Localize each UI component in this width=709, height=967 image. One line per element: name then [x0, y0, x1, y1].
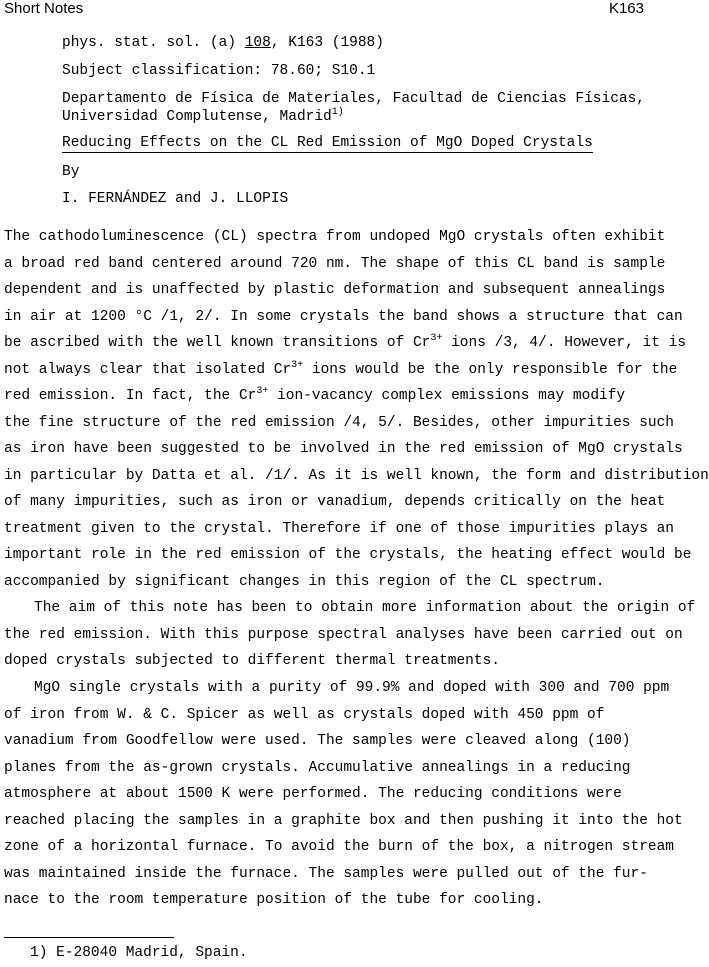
text-line: was maintained inside the furnace. The samples were pulled out of the fur- [4, 865, 648, 882]
text-line: as iron have been suggested to be involved in the red emission of MgO crystals [4, 441, 683, 457]
paragraph-1 [4, 224, 709, 595]
citation-volume: 108 [244, 35, 271, 51]
text-line: treatment given to the crystal. Therefore if one of those impurities plays an [4, 520, 675, 537]
text-line: zone of a horizontal furnace. To avoid the burn of the box, a nitrogen stream [4, 839, 675, 855]
running-header-page-id: K163 [608, 0, 644, 17]
text-line: of iron from W. & C. Spicer as well as crystals doped with 450 ppm of [4, 706, 605, 723]
text-line: in air at 1200 °C /1, 2/. In some crystals the band shows a structure that can [4, 308, 683, 325]
text-line: a broad red band centered around 720 nm. The shape of this CL band is sample [4, 255, 666, 272]
text-line: red emission. In fact, the $Cr^{3+}$ ion-vacancy complex emissions may modify [4, 386, 626, 404]
text-line: doped crystals subjected to different thermal treatments. [4, 653, 500, 669]
text-line: The cathodoluminescence (CL) spectra from undoped MgO crystals often exhibit [4, 229, 666, 245]
text-line: planes from the as-grown crystals. Accumulative annealings in a reducing [4, 759, 631, 776]
authors: I. FERNÁNDEZ and J. LLOPIS [62, 191, 289, 207]
text-line: of many impurities, such as iron or vanadium, depends critically on the heat [4, 494, 666, 510]
footnote-separator [4, 937, 174, 938]
affiliation-line-2 [62, 108, 344, 126]
text-line: atmosphere at about 1500 K were performed. The reducing conditions were [4, 786, 622, 802]
paper-title: Reducing Effects on the CL Red Emission of MgO Doped Crystals [62, 135, 593, 151]
text-line: The aim of this note has been to obtain more information about the origin of [34, 600, 696, 616]
citation-line [62, 34, 384, 52]
citation-journal: phys. stat. sol. (a) [62, 35, 245, 51]
text-line: reached placing the samples in a graphite box and then pushing it into the hot [4, 812, 683, 829]
affiliation-university: Universidad Complutense, Madrid [62, 109, 332, 125]
text-line: nace to the room temperature position of the tube for cooling. [4, 892, 544, 908]
by-label: By [62, 164, 80, 180]
text-line: the red emission. With this purpose spectral analyses have been carried out on [4, 626, 683, 643]
paragraph-3 [4, 675, 683, 914]
footnote: 1) E-28040 Madrid, Spain. [30, 945, 248, 961]
text-line: vanadium from Goodfellow were used. The samples were cleaved along (100) [4, 733, 631, 749]
text-line: MgO single crystals with a purity of 99.9% and doped with 300 and 700 ppm [34, 680, 670, 696]
text-line: not always clear that isolated $Cr^{3+}$ ions would be the only responsible for the [4, 359, 678, 378]
text-line: be ascribed with the well known transitions of $Cr^{3+}$ ions /3, 4/. However, it is [4, 333, 687, 351]
text-line: the fine structure of the red emission /4, 5/. Besides, other impurities such [4, 414, 675, 431]
text-line: accompanied by significant changes in this region of the CL spectrum. [4, 573, 605, 590]
paragraph-2 [4, 595, 696, 675]
affiliation-footnote-mark: 1) [331, 107, 344, 119]
citation-pages-year: , K163 (1988) [270, 35, 384, 51]
text-line: important role in the red emission of the crystals, the heating effect would be [4, 547, 692, 563]
text-line: in particular by Datta et al. /1/. As it is well known, the form and distribution [4, 467, 709, 484]
text-line: dependent and is unaffected by plastic deformation and subsequent annealings [4, 282, 666, 298]
running-header-section: Short Notes [4, 0, 84, 17]
subject-classification: Subject classification: 78.60; S10.1 [62, 63, 376, 79]
affiliation-line-1: Departamento de Física de Materiales, Facultad de Ciencias Físicas, [62, 91, 645, 107]
